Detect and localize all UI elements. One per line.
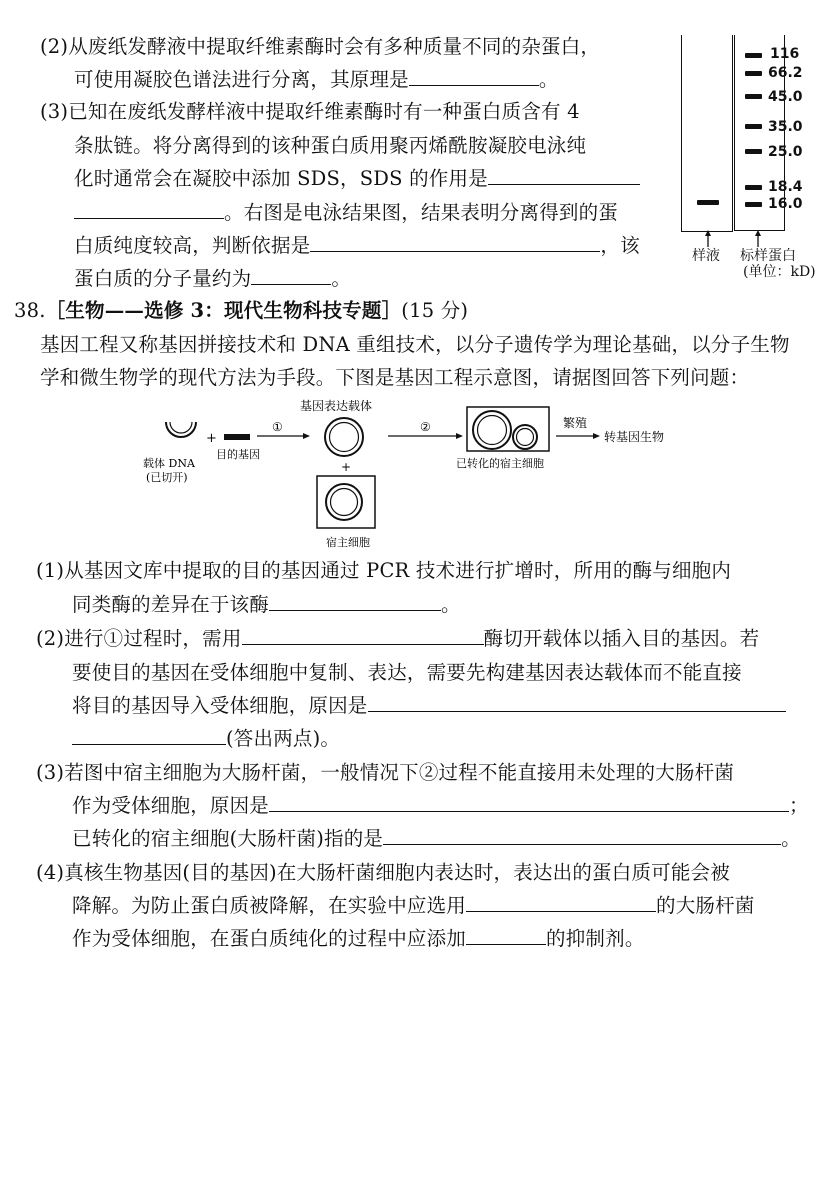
question-number: 38. xyxy=(14,299,46,322)
marker-label: 66.2 xyxy=(768,65,803,81)
answer-blank[interactable] xyxy=(74,200,224,219)
marker-label: 35.0 xyxy=(768,119,803,135)
prev-q2-end: 。 xyxy=(538,68,559,91)
prev-q3-line4 xyxy=(74,200,618,226)
transformed-cell-label: 已转化的宿主细胞 xyxy=(456,457,544,470)
step2-label: ② xyxy=(420,420,431,434)
question-score: (15 分) xyxy=(401,299,469,322)
marker-band xyxy=(745,185,762,190)
q2-text: 酶切开载体以插入目的基因。若 xyxy=(483,627,760,650)
prev-q3-text: 白质纯度较高，判断依据是 xyxy=(74,234,311,257)
marker-band xyxy=(745,71,762,76)
lane-label-standard: 标样蛋白 xyxy=(740,248,796,264)
marker-band xyxy=(745,94,762,99)
q3-text: 已转化的宿主细胞(大肠杆菌)指的是 xyxy=(72,827,384,850)
marker-band xyxy=(745,53,762,58)
answer-blank[interactable] xyxy=(269,592,441,611)
q2-line1 xyxy=(36,626,759,652)
prev-q2-line2 xyxy=(74,67,559,93)
q3-line3 xyxy=(72,826,801,852)
answer-blank[interactable] xyxy=(72,726,226,745)
q1-end: 。 xyxy=(441,593,461,616)
marker-label: 18.4 xyxy=(768,179,803,195)
q38-heading xyxy=(14,298,468,324)
marker-band xyxy=(745,124,762,129)
q1-line1: (1)从基因文库中提取的目的基因通过 PCR 技术进行扩增时，所用的酶与细胞内 xyxy=(36,559,732,582)
q3-line2 xyxy=(72,793,809,819)
q2-line4 xyxy=(72,726,340,752)
vector-cut-label: (已切开) xyxy=(146,471,188,484)
q3-text: 作为受体细胞，原因是 xyxy=(72,794,270,817)
sample-band xyxy=(697,200,719,205)
answer-blank[interactable] xyxy=(466,893,656,912)
transgenic-label: 转基因生物 xyxy=(604,430,665,444)
q1-text: 同类酶的差异在于该酶 xyxy=(72,593,270,616)
q4-text: 作为受体细胞，在蛋白质纯化的过程中应添加 xyxy=(72,927,467,950)
lane-label-sample: 样液 xyxy=(692,248,720,264)
vector-dna-label: 载体 DNA xyxy=(143,457,195,470)
target-gene-label: 目的基因 xyxy=(216,448,260,461)
marker-label: 45.0 xyxy=(768,89,803,105)
answer-blank[interactable] xyxy=(251,266,331,285)
answer-blank[interactable] xyxy=(383,826,781,845)
q4-text: 的大肠杆菌 xyxy=(656,894,755,917)
answer-blank[interactable] xyxy=(242,626,484,645)
q2-text: (2)进行①过程时，需用 xyxy=(36,627,242,650)
q4-line1: (4)真核生物基因(目的基因)在大肠杆菌细胞内表达时，表达出的蛋白质可能会被 xyxy=(36,861,730,884)
answer-blank[interactable] xyxy=(368,693,786,712)
unit-label: (单位：kD) xyxy=(743,264,816,280)
prev-q3-line5 xyxy=(74,233,640,259)
plus-sign: + xyxy=(341,460,352,474)
q4-line2 xyxy=(72,893,755,919)
lane-arrows xyxy=(700,229,780,249)
prev-q3-text: 化时通常会在凝胶中添加 SDS，SDS 的作用是 xyxy=(74,167,488,190)
answer-blank[interactable] xyxy=(310,233,600,252)
q3-end: ； xyxy=(789,794,809,817)
q1-line2 xyxy=(72,592,461,618)
q38-intro-line1: 基因工程又称基因拼接技术和 DNA 重组技术，以分子遗传学为理论基础，以分子生物 xyxy=(40,333,790,356)
expression-vector-icon xyxy=(325,418,363,456)
q2-text: (答出两点)。 xyxy=(226,727,341,750)
q2-text: 将目的基因导入受体细胞，原因是 xyxy=(72,694,368,717)
answer-blank[interactable] xyxy=(409,67,539,86)
answer-blank[interactable] xyxy=(466,926,546,945)
q2-line2: 要使目的基因在受体细胞中复制、表达，需要先构建基因表达载体而不能直接 xyxy=(72,661,742,684)
target-gene-icon xyxy=(224,434,250,440)
genetic-engineering-diagram xyxy=(140,392,700,552)
q2-line3 xyxy=(72,693,786,719)
prev-q3-line6 xyxy=(74,266,351,292)
marker-band xyxy=(745,202,762,207)
marker-label: 116 xyxy=(770,46,800,62)
prev-q2-text: 可使用凝胶色谱法进行分离，其原理是 xyxy=(74,68,409,91)
prev-q2-line1: (2)从废纸发酵液中提取纤维素酶时会有多种质量不同的杂蛋白， xyxy=(40,35,601,58)
marker-label: 16.0 xyxy=(768,196,803,212)
gel-lane-divider xyxy=(734,35,735,231)
question-title: ［生物——选修 3：现代生物科技专题］ xyxy=(45,299,402,322)
prev-q3-text: ，该 xyxy=(600,234,640,257)
q4-line3 xyxy=(72,926,645,952)
q38-intro-line2: 学和微生物学的现代方法为手段。下图是基因工程示意图，请据图回答下列问题： xyxy=(40,366,750,389)
step1-label: ① xyxy=(272,420,283,434)
prev-q3-end: 。 xyxy=(331,267,352,290)
host-cell-label: 宿主细胞 xyxy=(326,536,370,549)
marker-band xyxy=(745,149,762,154)
prev-q3-line2: 条肽链。将分离得到的该种蛋白质用聚丙烯酰胺凝胶电泳纯 xyxy=(74,134,587,157)
answer-blank[interactable] xyxy=(488,166,640,185)
q3-end: 。 xyxy=(781,827,801,850)
answer-blank[interactable] xyxy=(269,793,789,812)
prev-q3-text: 。右图是电泳结果图，结果表明分离得到的蛋 xyxy=(224,201,619,224)
expression-vector-label: 基因表达载体 xyxy=(300,399,373,413)
plus-sign: + xyxy=(206,431,217,446)
q4-text: 降解。为防止蛋白质被降解，在实验中应选用 xyxy=(72,894,467,917)
marker-label: 25.0 xyxy=(768,144,803,160)
reproduce-label: 繁殖 xyxy=(563,416,588,430)
q3-line1: (3)若图中宿主细胞为大肠杆菌，一般情况下②过程不能直接用未处理的大肠杆菌 xyxy=(36,761,735,784)
prev-q3-text: 蛋白质的分子量约为 xyxy=(74,267,252,290)
q4-text: 的抑制剂。 xyxy=(546,927,645,950)
prev-q3-line1: (3)已知在废纸发酵样液中提取纤维素酶时有一种蛋白质含有 4 xyxy=(40,100,580,123)
prev-q3-line3 xyxy=(74,166,640,192)
